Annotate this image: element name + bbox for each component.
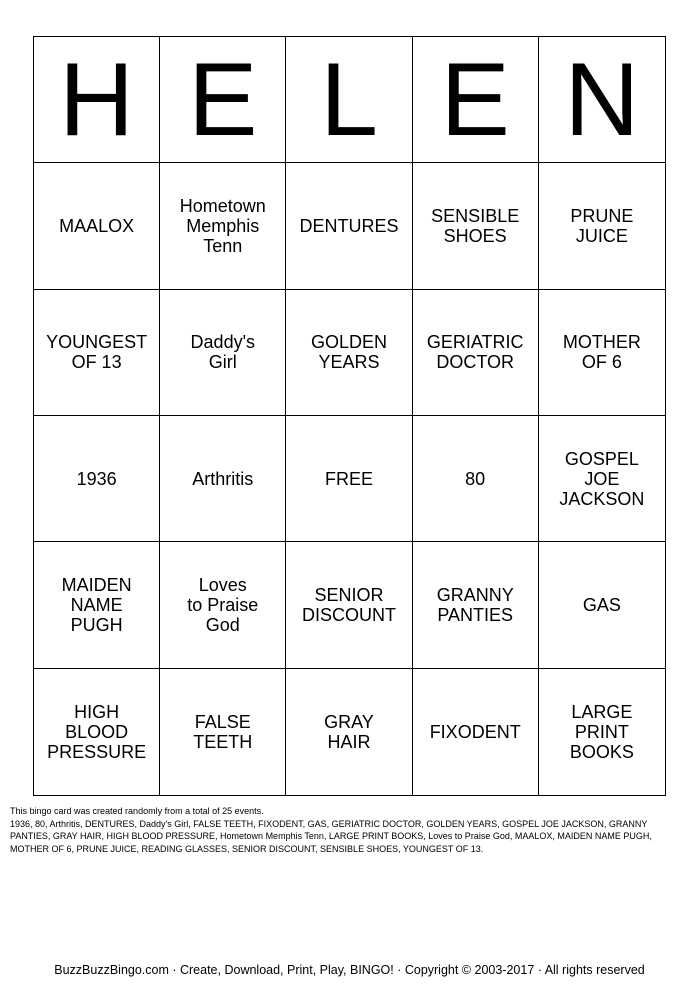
site-footer: BuzzBuzzBingo.com · Create, Download, Print, Play, BINGO! · Copyright © 2003-2017 · All rights reserved bbox=[54, 963, 645, 977]
header-letter-cell bbox=[160, 37, 286, 163]
header-letter-cell bbox=[413, 37, 539, 163]
bingo-cell-text: GRANNY PANTIES bbox=[436, 584, 514, 625]
bingo-cell bbox=[539, 416, 665, 542]
bingo-cell bbox=[34, 163, 160, 289]
header-letter: L bbox=[320, 41, 378, 158]
bingo-cell bbox=[34, 416, 160, 542]
header-letter-cell bbox=[539, 37, 665, 163]
bingo-cell-text: HIGH BLOOD PRESSURE bbox=[47, 701, 147, 762]
bingo-cell-text: Loves to Praise God bbox=[187, 574, 259, 635]
bingo-cell bbox=[34, 542, 160, 668]
bingo-cell-text: DENTURES bbox=[299, 215, 399, 236]
bingo-cell bbox=[160, 163, 286, 289]
bingo-cell-text: FALSE TEETH bbox=[193, 711, 253, 752]
bingo-cell-text: GOLDEN YEARS bbox=[310, 332, 387, 373]
bingo-cell bbox=[160, 669, 286, 795]
header-letter: H bbox=[59, 41, 135, 158]
bingo-cell bbox=[413, 542, 539, 668]
bingo-cell bbox=[413, 163, 539, 289]
bingo-cell-text: GOSPEL JOE JACKSON bbox=[559, 448, 645, 509]
bingo-cell bbox=[539, 542, 665, 668]
bingo-cell-text: SENIOR DISCOUNT bbox=[301, 584, 396, 625]
bingo-cell bbox=[413, 669, 539, 795]
bingo-cell bbox=[539, 163, 665, 289]
bingo-cell-text: GRAY HAIR bbox=[324, 711, 374, 752]
bingo-cell bbox=[286, 542, 412, 668]
bingo-cell bbox=[34, 290, 160, 416]
header-letter: E bbox=[188, 41, 258, 158]
bingo-cell-text: Arthritis bbox=[192, 468, 254, 489]
bingo-cell-text: YOUNGEST OF 13 bbox=[46, 332, 148, 373]
header-letter-cell bbox=[286, 37, 412, 163]
bingo-cell-text: PRUNE JUICE bbox=[570, 205, 634, 246]
bingo-cell bbox=[539, 669, 665, 795]
bingo-cell-text: 1936 bbox=[76, 468, 117, 489]
bingo-cell-text: 80 bbox=[465, 468, 486, 489]
bingo-cell bbox=[286, 290, 412, 416]
bingo-cell-text: LARGE PRINT BOOKS bbox=[569, 701, 634, 762]
bingo-cell bbox=[160, 542, 286, 668]
bingo-cell-text: MAIDEN NAME PUGH bbox=[61, 574, 132, 635]
bingo-cell-text: MOTHER OF 6 bbox=[562, 332, 641, 373]
bingo-cell-text: SENSIBLE SHOES bbox=[431, 205, 520, 246]
bingo-cell bbox=[160, 290, 286, 416]
event-list: 1936, 80, Arthritis, DENTURES, Daddy's Girl, FALSE TEETH, FIXODENT, GAS, GERIATRIC DOCTOR, GOLDEN YEARS, GOSPEL JOE JACKSON, GRANNY PANTIES, GRAY HAIR, HIGH BLOOD PRESSURE, Hometown Memphis Tenn, LARGE PRINT BOOKS, Loves to Praise God, MAALOX, MAIDEN NAME PUGH, MOTHER OF 6, PRUNE JUICE, READING GLASSES, SENIOR DISCOUNT, SENSIBLE SHOES, YOUNGEST OF 13. bbox=[10, 818, 652, 854]
card-info-intro: This bingo card was created randomly from a total of 25 events. bbox=[10, 806, 264, 816]
bingo-cell bbox=[160, 416, 286, 542]
free-space-text: FREE bbox=[324, 468, 373, 489]
bingo-cell-text: MAALOX bbox=[59, 215, 135, 236]
bingo-cell bbox=[286, 163, 412, 289]
bingo-cell-text: Daddy's Girl bbox=[190, 332, 256, 373]
bingo-cell-text: Hometown Memphis Tenn bbox=[179, 195, 266, 256]
bingo-cell-text: FIXODENT bbox=[429, 721, 521, 742]
bingo-cell-text: GERIATRIC DOCTOR bbox=[426, 332, 524, 373]
header-letter: E bbox=[440, 41, 510, 158]
card-info-note bbox=[10, 805, 690, 855]
bingo-cell bbox=[34, 669, 160, 795]
bingo-cell bbox=[413, 416, 539, 542]
bingo-cell bbox=[413, 290, 539, 416]
bingo-cell bbox=[286, 669, 412, 795]
bingo-cell-text: GAS bbox=[582, 594, 621, 615]
header-letter: N bbox=[564, 41, 640, 158]
bingo-cell bbox=[539, 290, 665, 416]
header-letter-cell bbox=[34, 37, 160, 163]
bingo-grid bbox=[34, 37, 665, 795]
free-space-cell bbox=[286, 416, 412, 542]
bingo-card bbox=[33, 36, 666, 796]
